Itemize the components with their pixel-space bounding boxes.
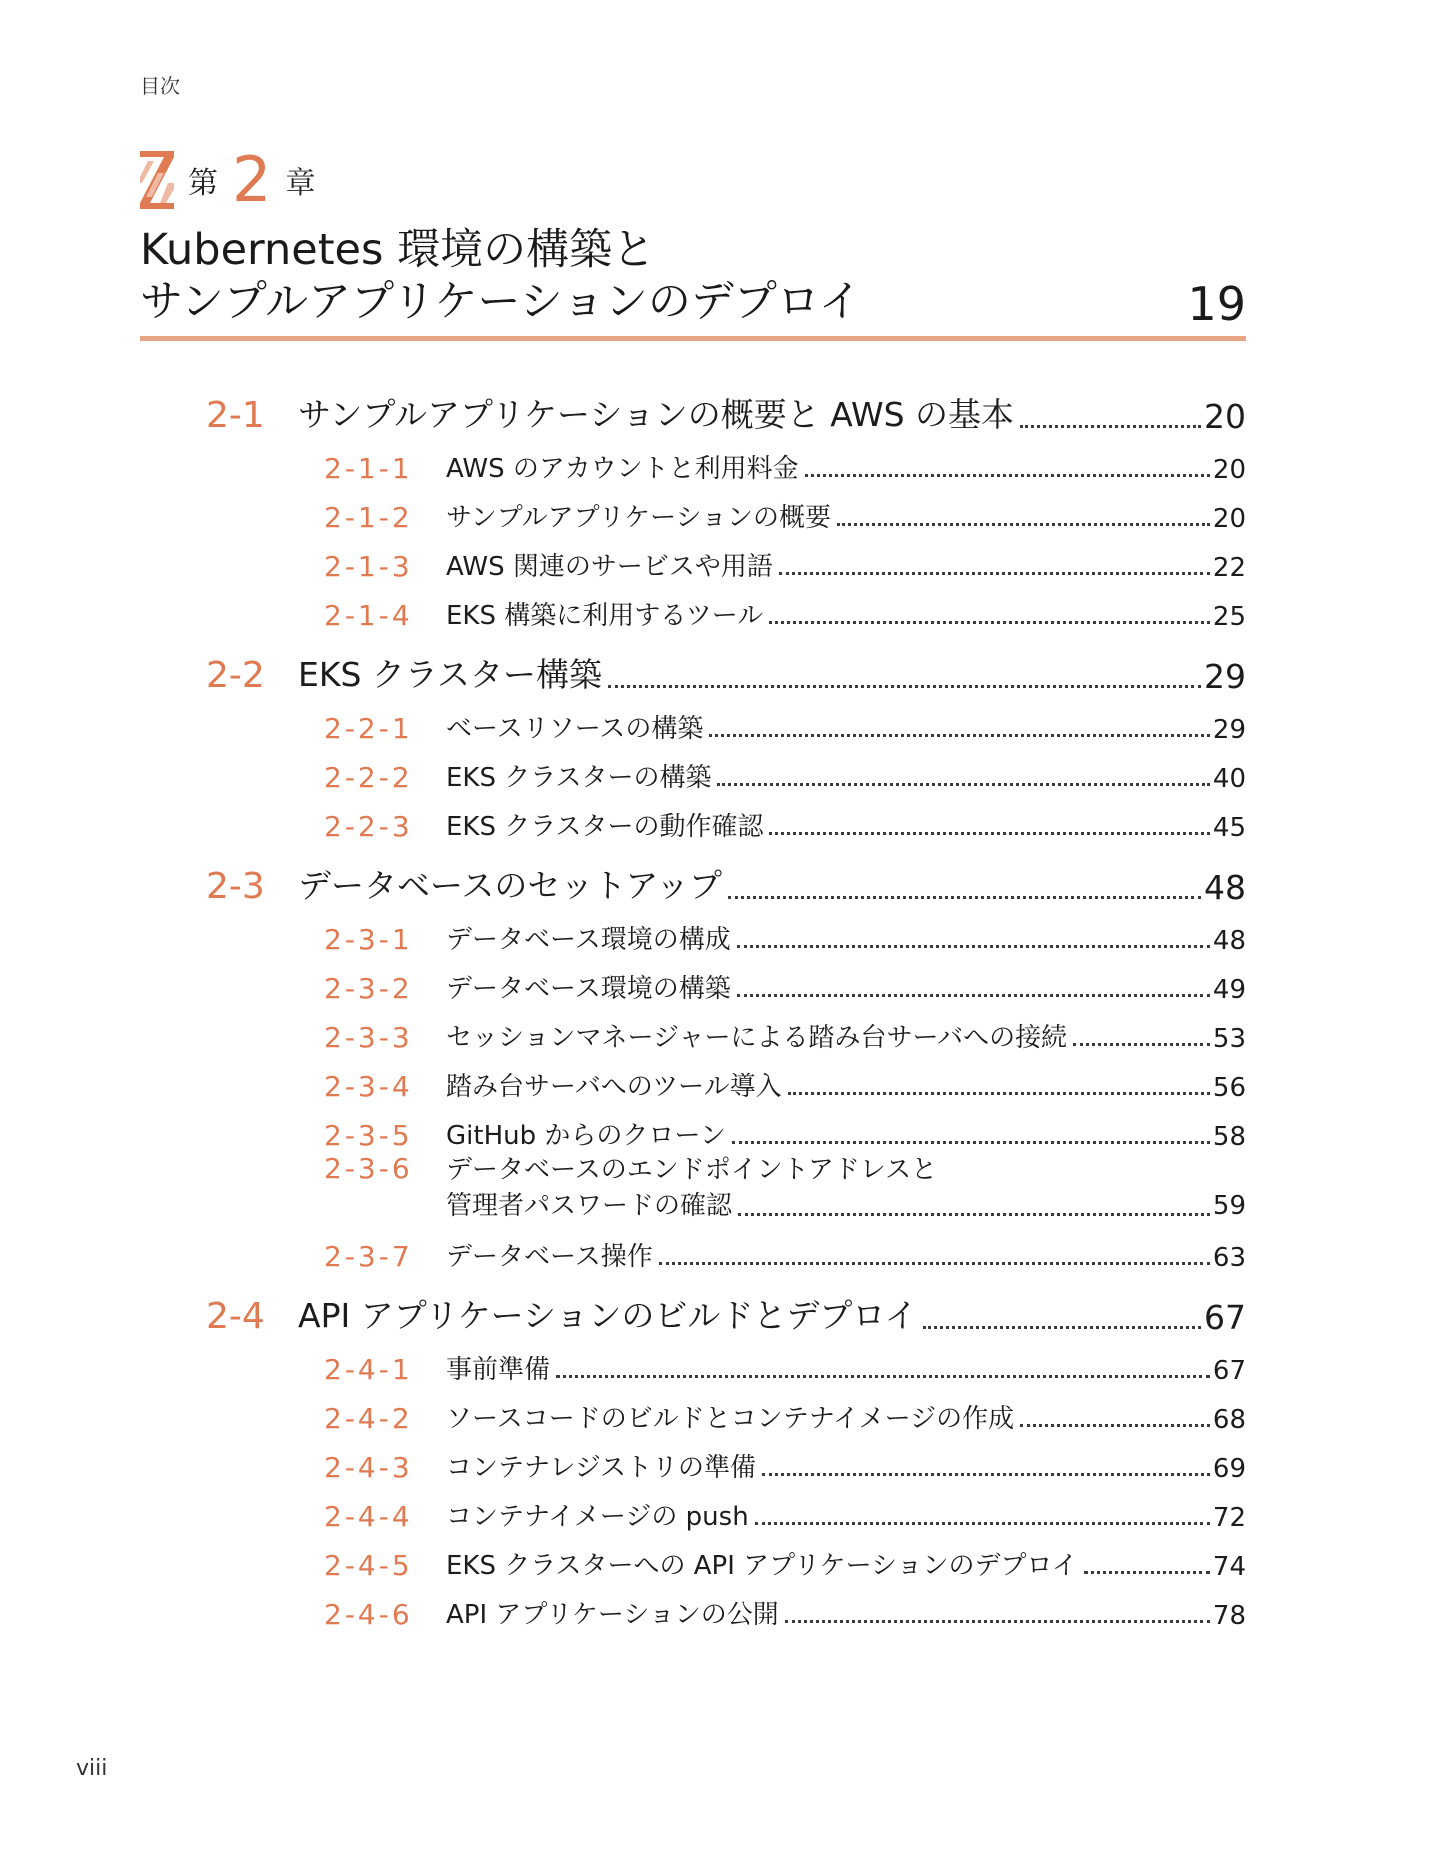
dot-leader — [1020, 425, 1201, 428]
section-page: 29 — [1204, 657, 1246, 696]
subsection-number: 2-1-2 — [324, 501, 413, 534]
subsection-title: ベースリソースの構築 — [446, 714, 704, 744]
subsection-number: 2-4-1 — [324, 1353, 413, 1386]
subsection-page: 20 — [1212, 455, 1246, 485]
subsection-title: セッションマネージャーによる踏み台サーバへの接続 — [446, 1023, 1068, 1053]
running-head: 目次 — [140, 74, 180, 98]
toc-subsection[interactable] — [324, 1435, 1246, 1484]
subsection-title: データベース環境の構築 — [446, 974, 731, 1004]
dot-leader — [769, 621, 1210, 624]
subsection-title: EKS クラスターの構築 — [446, 763, 712, 793]
section-page: 67 — [1204, 1298, 1246, 1337]
section-number: 2-2 — [206, 655, 265, 696]
subsection-title: データベース環境の構成 — [446, 925, 731, 955]
subsection-title: コンテナレジストリの準備 — [446, 1453, 757, 1483]
section-title: サンプルアプリケーションの概要と AWS の基本 — [298, 395, 1015, 434]
dot-leader — [737, 945, 1210, 948]
dot-leader — [1073, 1043, 1210, 1046]
toc-subsection[interactable] — [324, 1484, 1246, 1533]
toc-subsection[interactable] — [324, 745, 1246, 794]
section-number: 2-3 — [206, 866, 265, 907]
section-title: データベースのセットアップ — [298, 866, 723, 905]
toc-subsection[interactable] — [324, 1533, 1246, 1582]
section-number: 2-4 — [206, 1296, 265, 1337]
toc-subsection[interactable] — [324, 1005, 1246, 1054]
dot-leader — [737, 994, 1210, 997]
toc-section[interactable] — [206, 380, 1246, 436]
subsection-title: EKS クラスターの動作確認 — [446, 812, 764, 842]
subsection-page: 45 — [1212, 813, 1246, 843]
toc-subsection[interactable] — [324, 436, 1246, 485]
subsection-number: 2-1-1 — [324, 452, 413, 485]
toc-subsection[interactable] — [324, 956, 1246, 1005]
subsection-page: 69 — [1212, 1454, 1246, 1484]
toc-subsection[interactable] — [324, 534, 1246, 583]
dot-leader — [608, 685, 1201, 688]
page-folio: viii — [76, 1756, 108, 1781]
subsection-number: 2-4-3 — [324, 1451, 413, 1484]
chapter-page: 19 — [1187, 277, 1246, 331]
subsection-title: サンプルアプリケーションの概要 — [446, 503, 832, 533]
subsection-number: 2-3-4 — [324, 1070, 413, 1103]
toc-subsection[interactable] — [324, 1054, 1246, 1103]
subsection-number: 2-3-3 — [324, 1021, 413, 1054]
dot-leader — [785, 1620, 1210, 1623]
subsection-number: 2-3-7 — [324, 1240, 413, 1273]
dot-leader — [738, 1213, 1210, 1216]
chapter-title-line2: サンプルアプリケーションのデプロイ — [140, 277, 862, 327]
chapter-stripe-icon — [140, 151, 174, 209]
chapter-title — [140, 224, 1246, 341]
dot-leader — [762, 1473, 1210, 1476]
subsection-number: 2-3-6 — [324, 1152, 413, 1185]
subsection-title: ソースコードのビルドとコンテナイメージの作成 — [446, 1404, 1015, 1434]
chapter-label — [140, 145, 315, 215]
subsection-page: 67 — [1212, 1356, 1246, 1386]
subsection-number: 2-3-2 — [324, 972, 413, 1005]
subsection-page: 29 — [1212, 715, 1246, 745]
subsection-page: 25 — [1212, 602, 1246, 632]
subsection-page: 48 — [1212, 926, 1246, 956]
subsection-title: データベース操作 — [446, 1242, 653, 1272]
subsection-number: 2-4-4 — [324, 1500, 413, 1533]
dot-leader — [556, 1375, 1210, 1378]
subsection-title: 踏み台サーバへのツール導入 — [446, 1072, 782, 1102]
subsection-number: 2-4-2 — [324, 1402, 413, 1435]
subsection-page: 58 — [1212, 1122, 1246, 1152]
toc-section[interactable] — [206, 851, 1246, 907]
subsection-page: 49 — [1212, 975, 1246, 1005]
subsection-page: 72 — [1212, 1503, 1246, 1533]
dot-leader — [1020, 1424, 1210, 1427]
subsection-title: EKS 構築に利用するツール — [446, 601, 764, 631]
chapter-title-line1: Kubernetes 環境の構築と — [140, 225, 656, 275]
dot-leader — [1084, 1571, 1210, 1574]
toc-subsection[interactable] — [324, 1337, 1246, 1386]
chapter-suffix: 章 — [285, 166, 316, 201]
subsection-number: 2-2-1 — [324, 712, 413, 745]
subsection-number: 2-2-2 — [324, 761, 413, 794]
subsection-number: 2-4-5 — [324, 1549, 413, 1582]
dot-leader — [769, 832, 1209, 835]
toc-subsection[interactable] — [324, 485, 1246, 534]
dot-leader — [732, 1141, 1210, 1144]
subsection-title: データベースのエンドポイントアドレスと — [446, 1155, 938, 1185]
section-page: 48 — [1204, 868, 1246, 907]
subsection-title: API アプリケーションの公開 — [446, 1600, 779, 1630]
subsection-number: 2-2-3 — [324, 810, 413, 843]
dot-leader — [717, 783, 1209, 786]
section-number: 2-1 — [206, 395, 265, 436]
dot-leader — [709, 734, 1210, 737]
chapter-number: 2 — [232, 143, 272, 216]
chapter-prefix: 第 — [188, 166, 218, 201]
toc-subsection[interactable] — [324, 907, 1246, 956]
subsection-page: 68 — [1212, 1405, 1246, 1435]
toc-subsection[interactable] — [324, 1152, 1246, 1224]
subsection-page: 56 — [1212, 1073, 1246, 1103]
section-title: API アプリケーションのビルドとデプロイ — [298, 1296, 918, 1335]
dot-leader — [805, 474, 1210, 477]
toc-subsection[interactable] — [324, 1386, 1246, 1435]
subsection-title: コンテナイメージの push — [446, 1502, 749, 1532]
toc-subsection[interactable] — [324, 1224, 1246, 1273]
subsection-page: 20 — [1212, 504, 1246, 534]
subsection-page: 22 — [1212, 553, 1246, 583]
subsection-title: AWS のアカウントと利用料金 — [446, 454, 799, 484]
dot-leader — [779, 572, 1210, 575]
subsection-title: 事前準備 — [446, 1355, 551, 1385]
subsection-title: GitHub からのクローン — [446, 1121, 726, 1151]
dot-leader — [788, 1092, 1210, 1095]
subsection-page: 74 — [1212, 1552, 1246, 1582]
table-of-contents — [206, 372, 1246, 1631]
toc-subsection[interactable] — [324, 794, 1246, 843]
subsection-page: 40 — [1212, 764, 1246, 794]
toc-subsection[interactable] — [324, 583, 1246, 632]
section-page: 20 — [1204, 397, 1246, 436]
subsection-page: 78 — [1212, 1601, 1246, 1631]
toc-section[interactable] — [206, 640, 1246, 696]
toc-subsection[interactable] — [324, 696, 1246, 745]
dot-leader — [728, 896, 1201, 899]
subsection-number: 2-1-4 — [324, 599, 413, 632]
subsection-page: 63 — [1212, 1243, 1246, 1273]
subsection-page: 59 — [1212, 1191, 1246, 1221]
subsection-number: 2-4-6 — [324, 1598, 413, 1631]
subsection-page: 53 — [1212, 1024, 1246, 1054]
subsection-title: AWS 関連のサービスや用語 — [446, 552, 773, 582]
subsection-number: 2-3-1 — [324, 923, 413, 956]
dot-leader — [923, 1326, 1201, 1329]
dot-leader — [755, 1522, 1210, 1525]
subsection-number: 2-1-3 — [324, 550, 413, 583]
dot-leader — [659, 1262, 1210, 1265]
section-title: EKS クラスター構築 — [298, 655, 602, 694]
toc-subsection[interactable] — [324, 1103, 1246, 1152]
subsection-title-cont: 管理者パスワードの確認 — [446, 1191, 733, 1221]
dot-leader — [837, 523, 1210, 526]
subsection-title: EKS クラスターへの API アプリケーションのデプロイ — [446, 1551, 1078, 1581]
toc-subsection[interactable] — [324, 1582, 1246, 1631]
subsection-number: 2-3-5 — [324, 1119, 413, 1152]
toc-section[interactable] — [206, 1281, 1246, 1337]
